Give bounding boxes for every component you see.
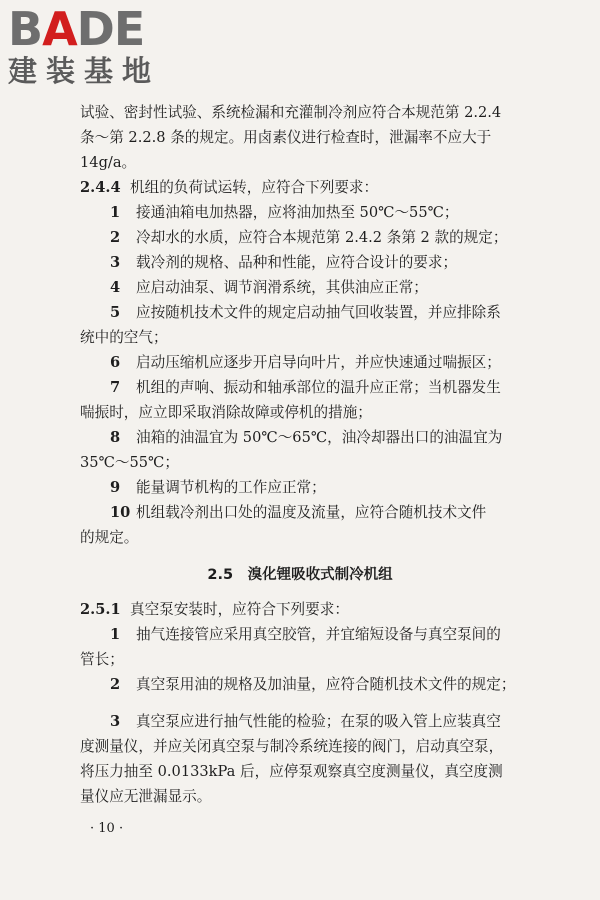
list-item [110, 712, 501, 732]
item-text: 应启动油泵、调节润滑系统，其供油应正常； [136, 279, 428, 296]
item-text: 启动压缩机应逐步开启导向叶片，并应快速通过喘振区； [136, 354, 501, 371]
item-number: 5 [110, 304, 121, 321]
item-text: 真空泵用油的规格及加油量，应符合随机技术文件的规定； [136, 676, 516, 693]
list-item [110, 675, 515, 695]
list-item [110, 278, 428, 298]
text-line: 14g/a。 [80, 154, 137, 171]
text-line: 的规定。 [80, 529, 139, 546]
clause-2-4-4 [80, 178, 378, 198]
clause-text: 机组的负荷试运转，应符合下列要求： [130, 179, 379, 196]
list-item [110, 353, 501, 373]
text-line: 统中的空气； [80, 329, 168, 346]
clause-text: 真空泵安装时，应符合下列要求： [130, 601, 349, 618]
item-text: 机组的声响、振动和轴承部位的温升应正常；当机器发生 [136, 379, 501, 396]
item-number: 3 [110, 713, 121, 730]
list-item [110, 503, 486, 523]
logo-wordmark: BADE [8, 2, 145, 56]
item-text: 载冷剂的规格、品种和性能，应符合设计的要求； [136, 254, 458, 271]
item-number: 6 [110, 354, 121, 371]
item-number: 1 [110, 204, 121, 221]
list-item [110, 428, 502, 448]
text-line: 条～第 2.2.8 条的规定。用卤素仪进行检查时，泄漏率不应大于 [80, 129, 492, 146]
item-number: 8 [110, 429, 121, 446]
text-line: 将压力抽至 0.0133kPa 后，应停泵观察真空度测量仪，真空度测 [80, 763, 503, 780]
text-line: 35℃～55℃； [80, 454, 179, 471]
list-item [110, 203, 459, 223]
clause-number: 2.5.1 [80, 601, 121, 618]
item-number: 2 [110, 676, 121, 693]
list-item [110, 478, 326, 498]
item-number: 1 [110, 626, 121, 643]
item-text: 抽气连接管应采用真空胶管，并宜缩短设备与真空泵间的 [136, 626, 501, 643]
text-line: 喘振时，应立即采取消除故障或停机的措施； [80, 404, 372, 421]
item-text: 应按随机技术文件的规定启动抽气回收装置，并应排除系 [136, 304, 501, 321]
list-item [110, 303, 501, 323]
text-line: 管长； [80, 651, 124, 668]
list-item [110, 625, 501, 645]
item-text: 油箱的油温宜为 50℃～65℃，油冷却器出口的油温宜为 [136, 429, 503, 446]
item-text: 真空泵应进行抽气性能的检验；在泵的吸入管上应装真空 [136, 713, 501, 730]
clause-2-5-1 [80, 600, 349, 620]
item-text: 冷却水的水质，应符合本规范第 2.4.2 条第 2 款的规定； [136, 229, 508, 246]
page-number: · 10 · [90, 821, 124, 836]
item-number: 4 [110, 279, 121, 296]
item-number: 7 [110, 379, 121, 396]
list-item [110, 253, 457, 273]
item-text: 能量调节机构的工作应正常； [136, 479, 326, 496]
item-number: 2 [110, 229, 121, 246]
item-number: 10 [110, 504, 131, 521]
text-line: 度测量仪，并应关闭真空泵与制冷系统连接的阀门，启动真空泵， [80, 738, 504, 755]
list-item [110, 228, 507, 248]
list-item [110, 378, 501, 398]
logo-subtitle: 建装基地 [8, 54, 161, 88]
watermark-logo [8, 2, 178, 88]
item-number: 9 [110, 479, 121, 496]
section-heading: 2.5 溴化锂吸收式制冷机组 [207, 567, 393, 583]
item-number: 3 [110, 254, 121, 271]
item-text: 接通油箱电加热器，应将油加热至 50℃～55℃； [136, 204, 459, 221]
item-text: 机组载冷剂出口处的温度及流量，应符合随机技术文件 [136, 504, 487, 521]
text-line: 量仪应无泄漏显示。 [80, 788, 212, 805]
text-line: 试验、密封性试验、系统检漏和充灌制冷剂应符合本规范第 2.2.4 [80, 104, 502, 121]
clause-number: 2.4.4 [80, 179, 121, 196]
